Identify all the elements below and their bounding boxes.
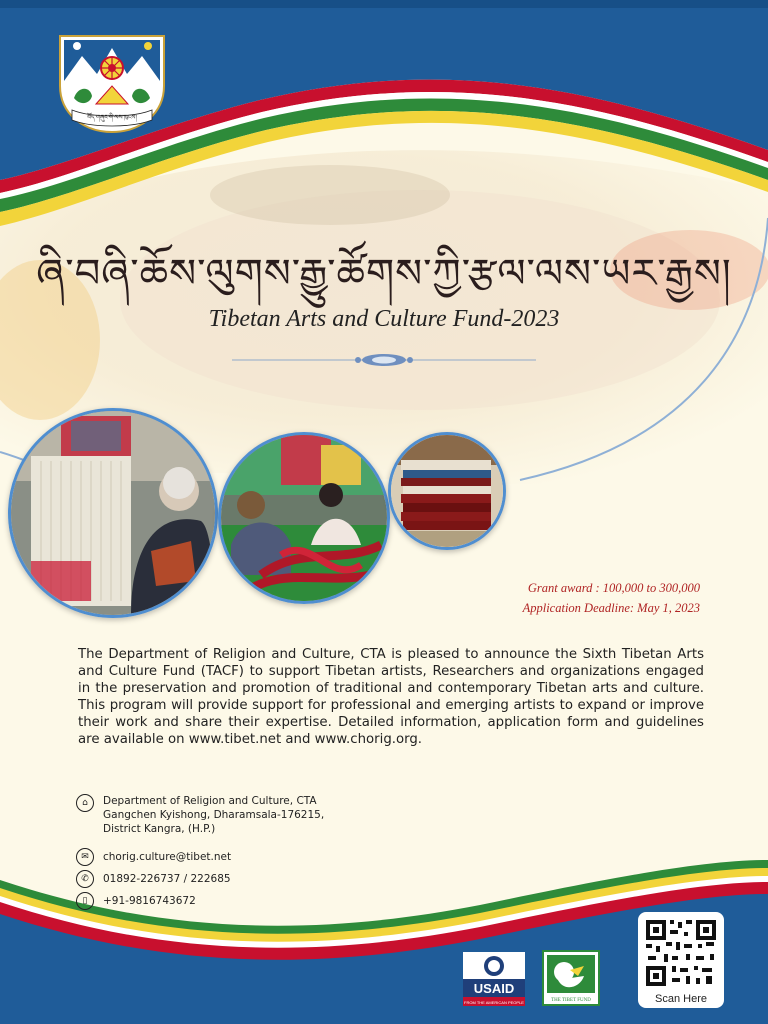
usaid-subtext: FROM THE AMERICAN PEOPLE	[464, 1000, 524, 1005]
photo-books	[388, 432, 506, 550]
ornamental-divider	[232, 350, 536, 370]
grant-info	[523, 578, 700, 618]
usaid-logo	[463, 952, 525, 1006]
contact-address	[76, 794, 324, 836]
mail-icon: ✉	[76, 848, 94, 866]
tibetan-emblem-logo	[52, 26, 172, 134]
contact-mobile[interactable]	[76, 892, 196, 910]
photo-craft-workshop	[218, 432, 390, 604]
usaid-text: USAID	[473, 981, 515, 996]
qr-code-image	[638, 912, 724, 992]
tibetan-title: ཞི་བཞི་ཆོས་ལུགས་རྒྱུ་ཚོགས་ཀྱི་རྩལ་ལས་ཡར་རྒྱས།	[36, 251, 732, 297]
contact-phone[interactable]	[76, 870, 231, 888]
phone-text[interactable]: 01892-226737 / 222685	[103, 873, 231, 885]
tibet-fund-logo	[542, 950, 600, 1006]
qr-label: Scan Here	[655, 993, 707, 1005]
application-deadline: Application Deadline: May 1, 2023	[522, 601, 700, 615]
phone-icon: ✆	[76, 870, 94, 888]
mobile-icon: ▯	[76, 892, 94, 910]
mobile-text[interactable]: +91-9816743672	[103, 895, 196, 907]
address-line: Gangchen Kyishong, Dharamsala-176215,	[103, 809, 325, 821]
email-text[interactable]: chorig.culture@tibet.net	[103, 851, 232, 863]
photo-weaving	[8, 408, 218, 618]
tibet-fund-text: THE TIBET FUND	[551, 998, 591, 1003]
address-line: Department of Religion and Culture, CTA	[103, 795, 317, 807]
qr-code[interactable]	[638, 912, 724, 1008]
home-icon: ⌂	[76, 794, 94, 812]
contact-email[interactable]	[76, 848, 231, 866]
page-title: Tibetan Arts and Culture Fund-2023	[208, 306, 560, 332]
emblem-banner-text: བོད་གཞུང་གི་ལས་ཁུངས།	[87, 114, 137, 121]
address-line: District Kangra, (H.P.)	[103, 823, 216, 835]
grant-award: Grant award : 100,000 to 300,000	[527, 581, 700, 595]
announcement-text: The Department of Religion and Culture, CTA is pleased to announce the Sixth Tibetan Arts and Culture Fund (TACF) to support Tibetan artists, Researchers and organizations engaged in the preservation and promotion of traditional and contemporary Tibetan arts and culture. This program will provide support for professional and emerging artists to expand or improve their work and share their expertise. Detailed information, application form and guidelines are available on www.tibet.net and www.chorig.org.	[78, 647, 704, 747]
